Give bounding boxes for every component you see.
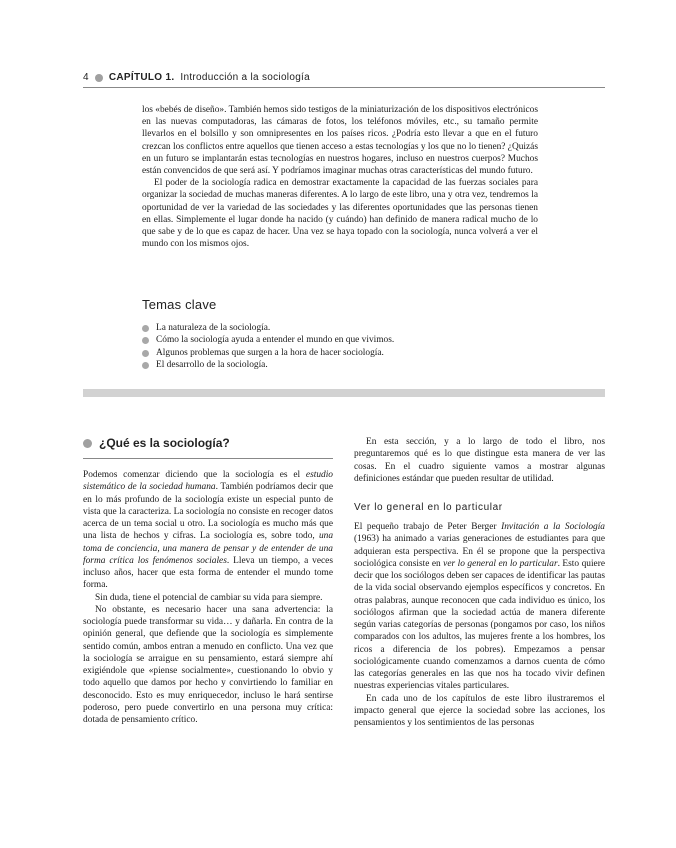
key-topics-list xyxy=(142,322,522,372)
left-paragraph-3: No obstante, es necesario hacer una sana advertencia: la sociología puede transformar su vida… y dañarla. En contra de la opinión general, que defiende que la sociología es simplemente sentido común, ambos entran a menudo en conflicto. Una vez que la sociología se arraigue en su pensamiento, estará siempre ahí exigiéndole que «piense socialmente», cuestionando lo obvio y todo aquello que damos por hecho y convirtiendo lo familiar en desconocido. Esto es muy enriquecedor, incluso le hará sentirse poderoso, pero puede convertirlo en una persona muy crítica: dotada de pensamiento crítico. xyxy=(83,604,333,725)
bullet-icon xyxy=(142,362,149,369)
subheading: Ver lo general en lo particular xyxy=(354,502,503,513)
right-paragraph-3: En cada uno de los capítulos de este libro ilustraremos el impacto general que ejerce la sociedad sobre las acciones, los pensamientos y los sentimientos de las personas xyxy=(354,693,605,728)
list-item: El desarrollo de la sociología. xyxy=(142,359,522,371)
intro-paragraph-2: El poder de la sociología radica en demostrar exactamente la capacidad de las fuerzas sociales para organizar la sociedad de muchas maneras diferentes. A lo largo de este libro, una y otra vez, tendremos la oportunidad de ver la variedad de las sociedades y las diferentes oportunidades que las personas tienen en ellas. Simplemente el lugar donde ha nacido (y cuándo) han definido de manera radical mucho de lo que sabe y de lo que es capaz de hacer. Una vez se haya topado con la sociología, nunca volverá a ver el mundo con los mismos ojos. xyxy=(142,178,538,250)
left-paragraph-1: Podemos comenzar diciendo que la sociología es el estudio sistemático de la sociedad humana. También podríamos decir que en lo más profundo de la sociología existe un especial punto de vista que la caracteriza. La sociología no consiste en recoger datos acerca de un tema social u otro. La sociología es mucho más que una lista de hechos y cifras. La sociología es, sobre todo, una toma de conciencia, una manera de pensar y de entender de una forma crítica los fenómenos sociales. Lleva un tiempo, a veces incluso años, hacer que esta forma de entender el mundo tome forma. xyxy=(83,470,333,591)
right-column xyxy=(354,436,605,729)
list-item: La naturaleza de la sociología. xyxy=(142,322,522,334)
bullet-icon xyxy=(142,337,149,344)
list-item: Algunos problemas que surgen a la hora de hacer sociología. xyxy=(142,347,522,359)
right-paragraph-1: En esta sección, y a lo largo de todo el libro, nos preguntaremos qué es lo que distingue esta manera de ver las cosas. En el cuadro siguiente vamos a mostrar algunas definiciones estándar que pueden resultar de utilidad. xyxy=(354,437,605,484)
header-bullet-icon xyxy=(95,74,103,82)
running-header xyxy=(83,72,605,83)
right-paragraph-2: El pequeño trabajo de Peter Berger Invitación a la Sociología (1963) ha animado a varias generaciones de estudiantes para que adquieran esta perspectiva. En él se propone que la perspectiva sociológica consiste en ver lo general en lo particular. Esto quiere decir que los sociólogos deben ser capaces de identificar las pautas de la vida social observando ejemplos específicos y concretos. En otras palabras, aunque reconocen que cada individuo es único, los sociólogos afirman que la sociedad actúa de manera diferente según varias categorías de personas (pongamos por caso, los niños comparados con los adultos, las mujeres frente a los hombres, los ricos a diferencia de los pobres). Empezamos a pensar sociológicamente cuando comenzamos a darnos cuenta de cómo las categorías generales en las que nos ha tocado vivir definen nuestras experiencias vitales particulares. xyxy=(354,522,605,692)
header-divider xyxy=(83,87,605,88)
section-separator-bar xyxy=(83,389,605,397)
chapter-label: CAPÍTULO 1. xyxy=(108,72,175,83)
section-title: ¿Qué es la sociología? xyxy=(83,434,333,452)
list-item: Cómo la sociología ayuda a entender el mundo en que vivimos. xyxy=(142,334,522,346)
left-column xyxy=(83,434,333,726)
intro-text xyxy=(142,104,538,250)
key-topics-title: Temas clave xyxy=(142,297,217,312)
intro-paragraph-1: los «bebés de diseño». También hemos sido testigos de la miniaturización de los dispositivos electrónicos en las nuevas computadoras, las cámaras de fotos, los teléfonos móviles, etc., su tamaño permite llevarlos en el bolsillo y son omnipresentes en los países ricos. ¿Podría esto llevar a que en el futuro crezcan los conflictos entre aquellos que tienen acceso a estas tecnologías y los que no lo tienen? ¿Quizás en un futuro se implantarán estas tecnologías en nuestros hogares, incluso en nuestros cuerpos? Muchos están convencidos de que será así. Y podríamos imaginar muchas otras características del mundo futuro. xyxy=(142,105,538,177)
page-number: 4 xyxy=(83,72,89,83)
section-divider xyxy=(83,458,333,459)
chapter-title: Introducción a la sociología xyxy=(180,72,310,83)
bullet-icon xyxy=(142,350,149,357)
left-paragraph-2: Sin duda, tiene el potencial de cambiar su vida para siempre. xyxy=(95,592,323,603)
section-bullet-icon xyxy=(83,439,92,448)
bullet-icon xyxy=(142,325,149,332)
